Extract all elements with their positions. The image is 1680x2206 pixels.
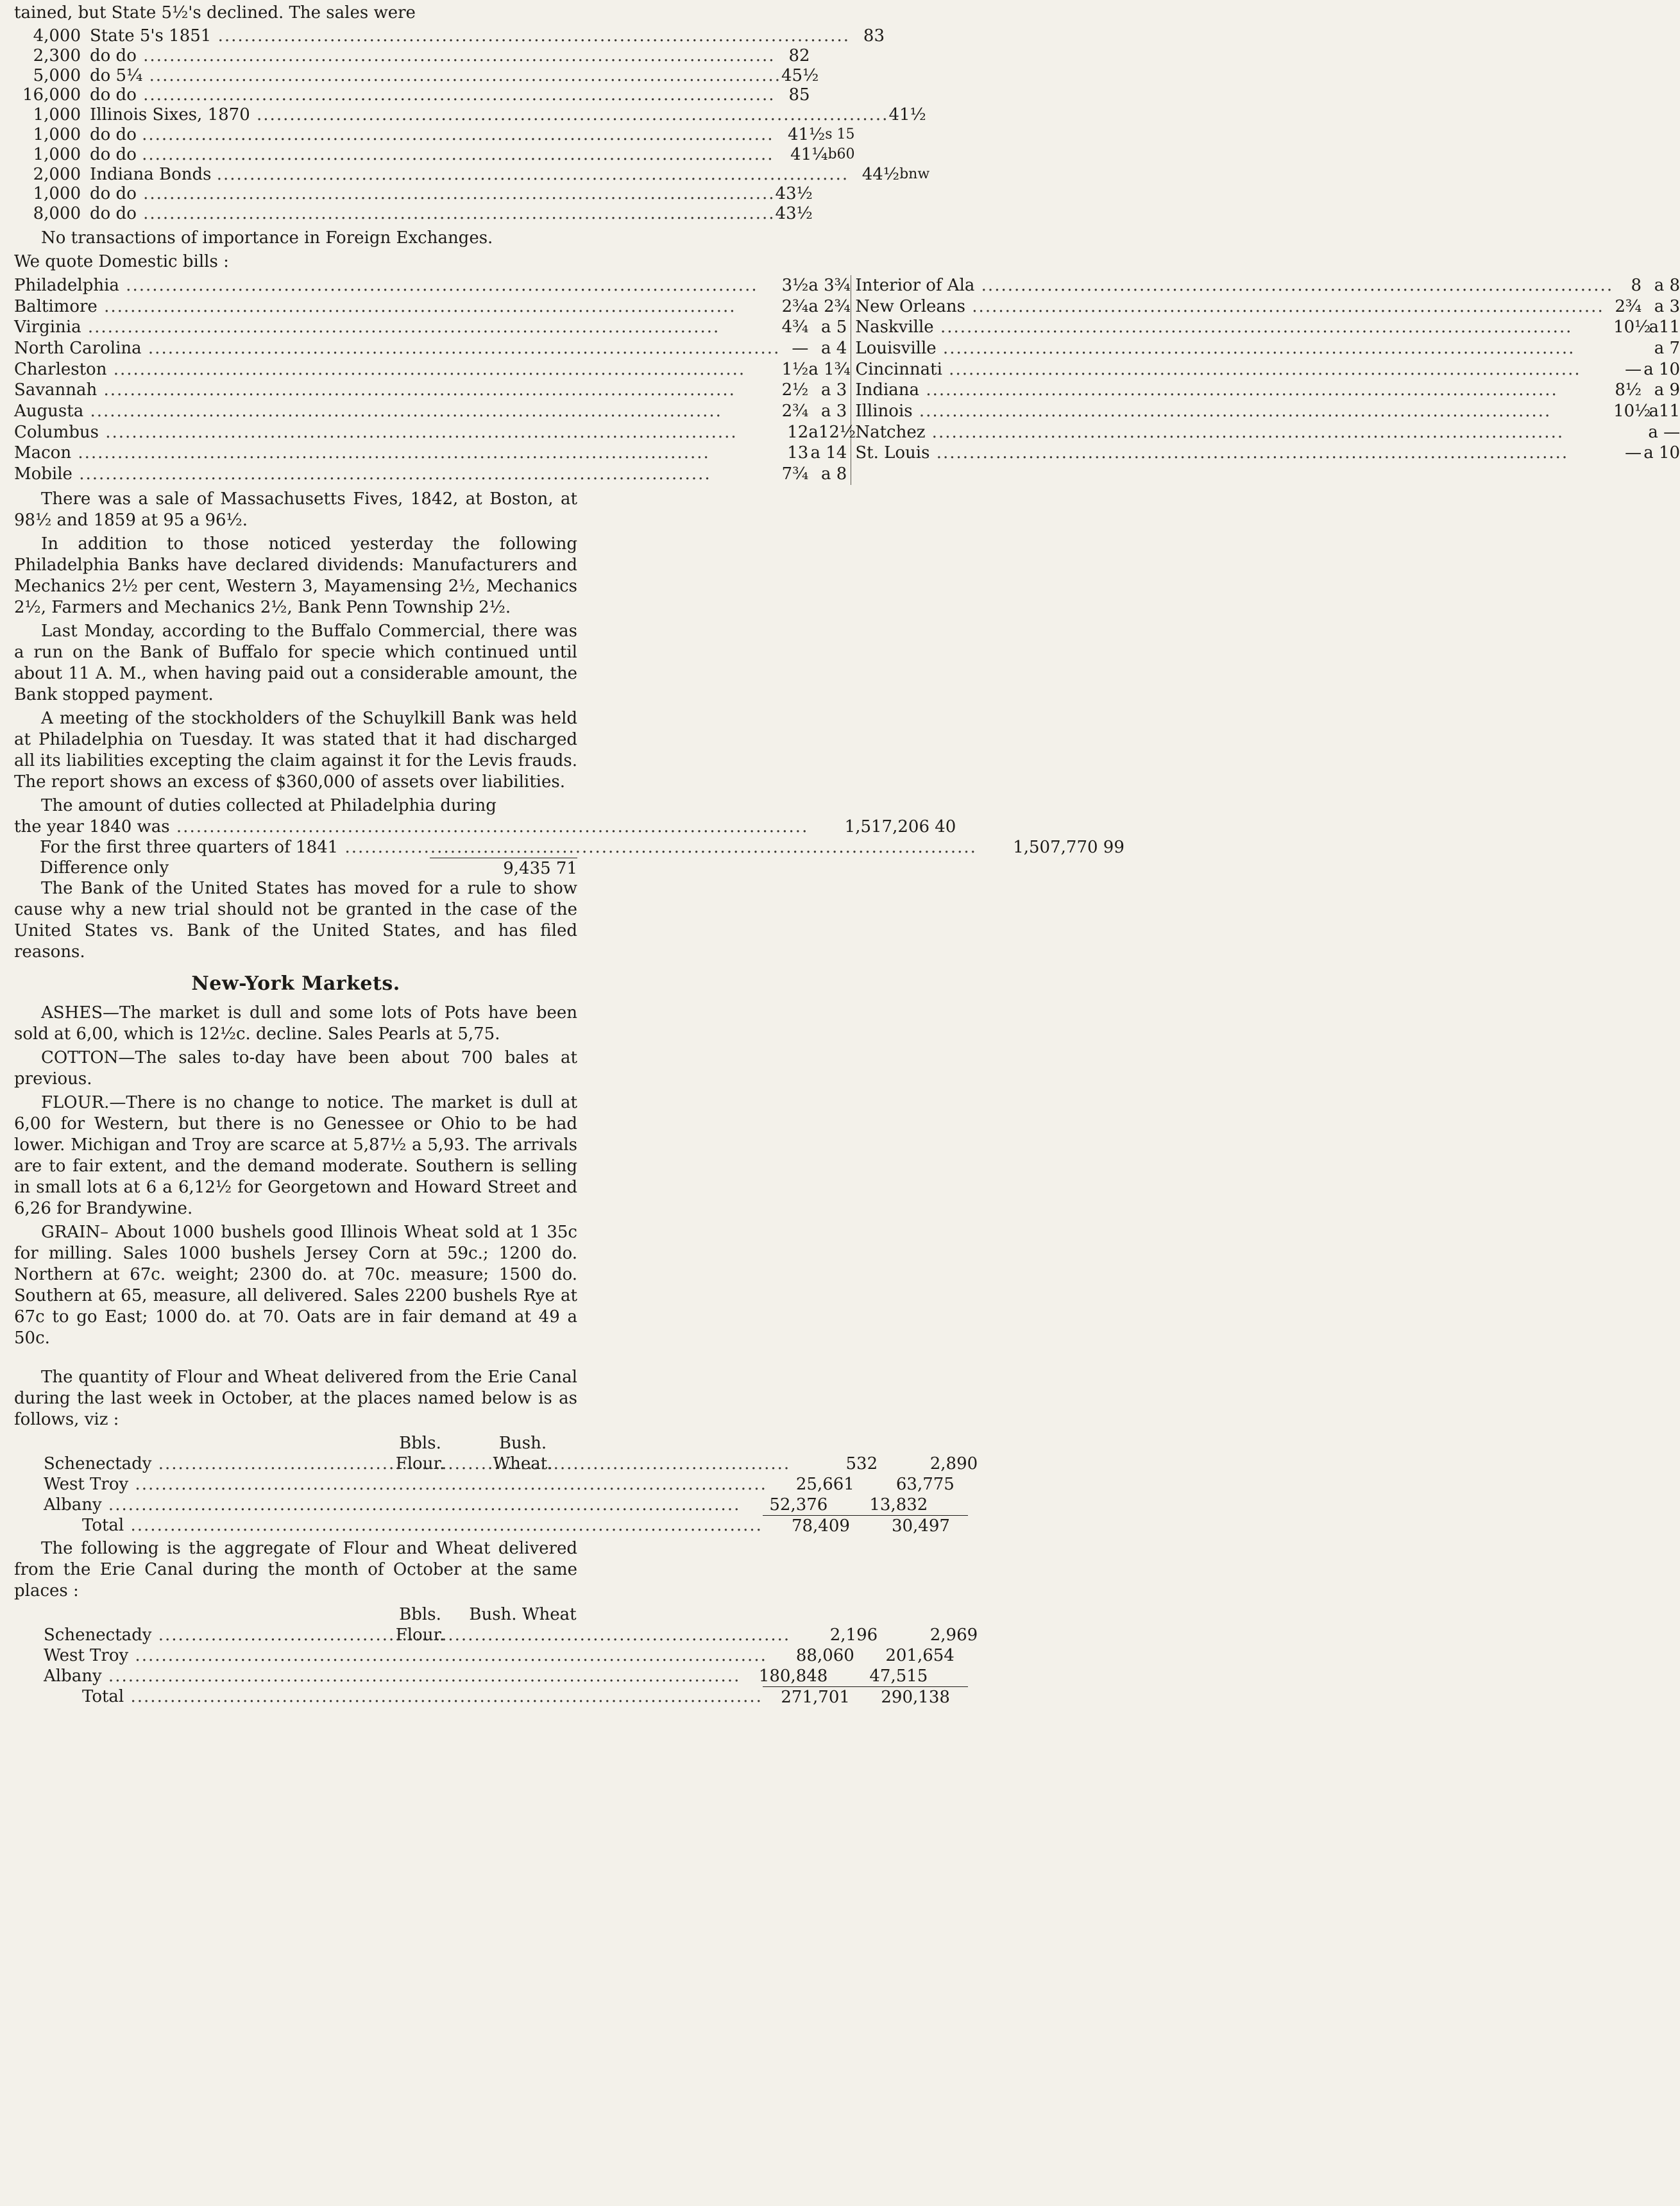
table-row bbox=[14, 1495, 928, 1515]
bill-rate-high: a 3 bbox=[1654, 296, 1680, 316]
bill-place: Charleston ..... bbox=[14, 359, 780, 380]
bill-place: Virginia ..... bbox=[14, 317, 780, 338]
sale-price: 45½ bbox=[781, 65, 819, 85]
column-header: Bbls. Flour. bbox=[395, 1433, 445, 1473]
bill-place: Illinois ..... bbox=[855, 401, 1613, 422]
bill-rate: 2¾ bbox=[1615, 296, 1642, 316]
bill-rate: 3½ bbox=[781, 275, 809, 295]
bill-rate: 10½ bbox=[1613, 402, 1651, 421]
bill-rate bbox=[1613, 422, 1642, 443]
bill-row bbox=[855, 338, 1680, 359]
bill-rate-high: a 10 bbox=[1643, 443, 1680, 463]
flour-paragraph: FLOUR.—There is no change to notice. The market is dull at 6,00 for Western, but there is no Genessee or Ohio to be had lower. Michigan and Troy are scarce at 5,87½ a 5,93. The arrivals are to fair extent, and the demand moderate. Southern is selling in small lots at 6 a 6,12½ for Georgetown and Howard Street and 6,26 for Brandywine. bbox=[14, 1092, 577, 1218]
sale-price: bnw 44½ bbox=[861, 164, 930, 184]
erie-month-table bbox=[14, 1604, 978, 1707]
sale-price: 82 bbox=[788, 46, 810, 65]
column-header: Bush. Wheat. bbox=[493, 1433, 553, 1473]
sale-desc: do do ..... bbox=[90, 204, 776, 224]
section-gap bbox=[14, 1352, 577, 1367]
sale-price: 41½ bbox=[888, 105, 926, 125]
sale-qty: 1,000 bbox=[33, 144, 81, 164]
sale-row bbox=[14, 184, 813, 204]
flour-cell: 52,376 bbox=[769, 1495, 828, 1515]
sales-table bbox=[14, 26, 930, 224]
flour-total: 78,409 bbox=[763, 1515, 859, 1536]
wheat-cell: 13,832 bbox=[869, 1495, 928, 1515]
sale-row bbox=[14, 46, 810, 66]
sale-price: s 15 41½ bbox=[787, 124, 855, 144]
bill-rate: — bbox=[1625, 359, 1642, 379]
bill-row bbox=[14, 338, 847, 359]
bill-rate-high: a11 bbox=[1649, 318, 1680, 337]
bill-rate: 4¾ bbox=[781, 318, 809, 337]
sale-qty: 16,000 bbox=[22, 85, 81, 105]
sale-note: bnw bbox=[899, 165, 930, 182]
wheat-total: 30,497 bbox=[859, 1515, 968, 1536]
bill-rate-high: a 3 bbox=[821, 380, 847, 400]
bill-row bbox=[855, 380, 1680, 401]
sale-qty: 1,000 bbox=[33, 184, 81, 204]
bill-place: Naskville ..... bbox=[855, 317, 1613, 338]
sale-desc: do do ..... bbox=[90, 125, 774, 145]
bill-rate-high: a 8 bbox=[1654, 275, 1680, 295]
duty-amount: 9,435 71 bbox=[430, 858, 577, 879]
sale-row bbox=[14, 65, 819, 86]
bill-place: Philadelphia ..... bbox=[14, 275, 780, 296]
sale-price: 43½ bbox=[775, 204, 813, 224]
sale-qty: 5,000 bbox=[33, 65, 81, 85]
bill-rate: 12 bbox=[787, 422, 809, 442]
bill-rate bbox=[1613, 338, 1642, 359]
place-cell: Albany ..... bbox=[44, 1666, 740, 1686]
wheat-cell: 2,969 bbox=[929, 1625, 978, 1645]
bill-row bbox=[14, 401, 847, 422]
bill-rate-high: a 4 bbox=[821, 339, 847, 359]
wheat-cell: 63,775 bbox=[895, 1474, 955, 1494]
duty-amount: 1,507,770 99 bbox=[1013, 837, 1124, 857]
bill-rate-high: a 3¾ bbox=[808, 275, 851, 295]
bill-row bbox=[855, 275, 1680, 296]
table-row bbox=[14, 1454, 978, 1474]
cotton-paragraph: COTTON—The sales to-day have been about 700 bales at previous. bbox=[14, 1048, 577, 1089]
sale-desc: State 5's 1851 ..... bbox=[90, 26, 850, 46]
duty-label: Difference only bbox=[40, 858, 169, 878]
sale-note: s 15 bbox=[825, 126, 855, 142]
intro-line: tained, but State 5½'s declined. The sales were bbox=[14, 3, 416, 22]
bill-rate: 2¾ bbox=[781, 296, 809, 316]
bill-place: Natchez ..... bbox=[855, 422, 1613, 443]
sale-row bbox=[14, 164, 930, 185]
place-cell: West Troy ..... bbox=[44, 1474, 767, 1495]
bill-place: Louisville ..... bbox=[855, 338, 1613, 359]
bill-rate: 8½ bbox=[1615, 380, 1642, 400]
bill-row bbox=[14, 422, 856, 443]
table-row bbox=[14, 1645, 955, 1666]
bill-place: Savannah ..... bbox=[14, 380, 780, 401]
duties-intro: The amount of duties collected at Philadelphia during bbox=[41, 795, 496, 815]
duty-label: the year 1840 was ..... bbox=[14, 817, 808, 837]
sale-note: b60 bbox=[827, 146, 855, 162]
total-label: Total ..... bbox=[44, 1686, 763, 1708]
sale-qty: 1,000 bbox=[33, 105, 81, 125]
bill-place: Augusta ..... bbox=[14, 401, 780, 422]
wheat-cell: 2,890 bbox=[929, 1454, 978, 1473]
schuylkill-paragraph: A meeting of the stockholders of the Schuylkill Bank was held at Philadelphia on Tuesday. It was stated that it had discharged all its liabilities excepting the claim against it for the Levis frauds. The report shows an excess of $360,000 of assets over liabilities. bbox=[14, 708, 577, 792]
place-cell: Albany ..... bbox=[44, 1495, 740, 1515]
sale-row bbox=[14, 85, 810, 105]
bill-rate-high: a 2¾ bbox=[808, 296, 851, 316]
bill-rate: 2½ bbox=[781, 380, 809, 400]
place-cell: West Troy ..... bbox=[44, 1645, 767, 1666]
wheat-cell: 201,654 bbox=[885, 1645, 955, 1665]
sale-qty: 2,000 bbox=[33, 164, 81, 184]
bank-us-paragraph: The Bank of the United States has moved for a rule to show cause why a new trial should not be granted in the case of the United States vs. Bank of the United States, and has filed reasons. bbox=[14, 878, 577, 962]
bill-row bbox=[14, 317, 847, 338]
bill-rate: 2¾ bbox=[781, 402, 809, 421]
total-label: Total ..... bbox=[44, 1515, 763, 1536]
duties-table bbox=[14, 817, 1124, 878]
place-cell: Schenectady ..... bbox=[44, 1454, 790, 1474]
mass-fives-paragraph: There was a sale of Massachusetts Fives, 1842, at Boston, at 98½ and 1859 at 95 a 96½. bbox=[14, 489, 577, 530]
bill-rate-high: a 1¾ bbox=[808, 359, 851, 379]
bill-row bbox=[14, 275, 851, 296]
domestic-bills-intro: We quote Domestic bills : bbox=[14, 251, 229, 271]
bill-rate: 1½ bbox=[781, 359, 809, 379]
bill-place: Cincinnati ..... bbox=[855, 359, 1613, 380]
sale-desc: do do ..... bbox=[90, 85, 776, 105]
duty-row bbox=[14, 858, 577, 878]
sale-qty: 1,000 bbox=[33, 124, 81, 144]
duty-label: For the first three quarters of 1841 ..... bbox=[40, 837, 977, 858]
erie-week-intro: The quantity of Flour and Wheat delivered from the Erie Canal during the last week in October, at the places named below is as follows, viz : bbox=[14, 1367, 577, 1429]
bill-rate-high: a 14 bbox=[810, 443, 847, 463]
wheat-cell: 47,515 bbox=[869, 1666, 928, 1686]
flour-cell: 88,060 bbox=[795, 1645, 854, 1665]
duty-row bbox=[14, 817, 956, 837]
bill-rate-high: a 8 bbox=[821, 464, 847, 484]
bill-row bbox=[14, 464, 847, 485]
bill-place: Indiana ..... bbox=[855, 380, 1613, 401]
buffalo-paragraph: Last Monday, according to the Buffalo Commercial, there was a run on the Bank of Buffalo for specie which continued until about 11 A. M., when having paid out a considerable amount, the Bank stopped payment. bbox=[14, 621, 577, 704]
bill-rate: 8 bbox=[1631, 275, 1642, 295]
sale-row bbox=[14, 26, 885, 46]
total-row bbox=[14, 1686, 950, 1707]
duty-row bbox=[14, 837, 1124, 858]
flour-cell: 180,848 bbox=[758, 1666, 828, 1686]
sale-qty: 2,300 bbox=[33, 46, 81, 65]
bill-place: Macon ..... bbox=[14, 443, 780, 464]
bill-rate: 10½ bbox=[1613, 318, 1651, 337]
bill-place: Interior of Ala ..... bbox=[855, 275, 1613, 296]
foreign-exchange-note: No transactions of importance in Foreign Exchanges. bbox=[41, 228, 493, 248]
bill-rate-high: a12½ bbox=[808, 422, 856, 442]
table-row bbox=[14, 1666, 928, 1686]
column-header: Bush. Wheat bbox=[469, 1604, 577, 1624]
sale-row bbox=[14, 105, 926, 125]
sale-row bbox=[14, 204, 813, 224]
bill-rate-high: a 10 bbox=[1643, 359, 1680, 379]
bill-rate: 7¾ bbox=[781, 464, 809, 484]
bill-rate: — bbox=[1625, 443, 1642, 463]
sale-price: 43½ bbox=[775, 184, 813, 204]
ashes-paragraph: ASHES—The market is dull and some lots of Pots have been sold at 6,00, which is 12½c. decline. Sales Pearls at 5,75. bbox=[14, 1003, 577, 1044]
bill-row bbox=[855, 422, 1680, 443]
bill-place: Columbus ..... bbox=[14, 422, 780, 443]
bill-rate-high: a 3 bbox=[821, 402, 847, 421]
bill-rate: 13 bbox=[787, 443, 809, 463]
sale-row bbox=[14, 124, 855, 145]
flour-cell: 2,196 bbox=[829, 1625, 878, 1645]
bill-place: Baltimore ..... bbox=[14, 296, 780, 318]
flour-total: 271,701 bbox=[763, 1686, 859, 1708]
bill-rate-high: a 7 bbox=[1654, 339, 1680, 359]
bill-rate-high: a 9 bbox=[1654, 380, 1680, 400]
table-row bbox=[14, 1625, 978, 1645]
sale-row bbox=[14, 144, 855, 165]
erie-month-intro: The following is the aggregate of Flour and Wheat delivered from the Erie Canal during the month of October at the same places : bbox=[14, 1538, 577, 1600]
place-cell: Schenectady ..... bbox=[44, 1625, 790, 1645]
table-row bbox=[14, 1474, 955, 1495]
column-header: Bbls. Flour. bbox=[395, 1604, 445, 1645]
bill-rate: — bbox=[792, 339, 809, 359]
bill-rate-high: a — bbox=[1648, 422, 1680, 442]
markets-heading: New-York Markets. bbox=[191, 972, 400, 995]
sale-desc: Illinois Sixes, 1870 ..... bbox=[90, 105, 888, 125]
sale-desc: do do ..... bbox=[90, 184, 776, 204]
bill-row bbox=[855, 317, 1680, 338]
bill-place: North Carolina ..... bbox=[14, 338, 780, 359]
grain-paragraph: GRAIN– About 1000 bushels good Illinois Wheat sold at 1 35c for milling. Sales 1000 bushels Jersey Corn at 59c.; 1200 do. Northern at 67c. weight; 2300 do. at 70c. measure; 1500 do. Southern at 65, measure, all delivered. Sales 2200 bushels Rye at 67c to go East; 1000 do. at 70. Oats are in fair demand at 49 a 50c. bbox=[14, 1222, 577, 1348]
bill-place: New Orleans ..... bbox=[855, 296, 1613, 318]
flour-cell: 25,661 bbox=[795, 1474, 854, 1494]
sale-qty: 4,000 bbox=[33, 26, 81, 46]
duty-amount: 1,517,206 40 bbox=[844, 817, 956, 836]
bill-row bbox=[855, 401, 1680, 422]
bill-row bbox=[855, 296, 1680, 318]
erie-week-table bbox=[14, 1433, 978, 1536]
bill-row bbox=[14, 296, 851, 318]
bill-row bbox=[855, 443, 1680, 464]
bill-rate-high: a11 bbox=[1649, 402, 1680, 421]
sale-price: 83 bbox=[863, 26, 885, 46]
domestic-bills-table bbox=[14, 275, 1680, 485]
bills-right-column bbox=[851, 275, 1680, 485]
flour-cell: 532 bbox=[845, 1454, 878, 1473]
sale-desc: do 5¼ ..... bbox=[90, 66, 781, 86]
bill-place: St. Louis ..... bbox=[855, 443, 1613, 464]
wheat-total: 290,138 bbox=[859, 1686, 968, 1708]
bill-row bbox=[14, 380, 847, 401]
sale-desc: Indiana Bonds ..... bbox=[90, 165, 849, 185]
bill-row bbox=[855, 359, 1680, 380]
sale-desc: do do ..... bbox=[90, 46, 776, 66]
sale-price: 85 bbox=[788, 85, 810, 105]
bill-place: Mobile ..... bbox=[14, 464, 780, 485]
bill-row bbox=[14, 443, 847, 464]
sale-qty: 8,000 bbox=[33, 204, 81, 224]
bill-row bbox=[14, 359, 851, 380]
total-row bbox=[14, 1515, 950, 1536]
dividends-paragraph: In addition to those noticed yesterday the following Philadelphia Banks have declared dividends: Manufacturers and Mechanics 2½ per cent, Western 3, Mayamensing 2½, Mechanics 2½, Farmers and Mechanics 2½, Bank Penn Township 2½. bbox=[14, 534, 577, 617]
bills-left-column bbox=[14, 275, 856, 485]
sale-desc: do do ..... bbox=[90, 145, 774, 165]
sale-price: b60 41¼ bbox=[790, 144, 855, 164]
bill-rate-high: a 5 bbox=[821, 318, 847, 337]
